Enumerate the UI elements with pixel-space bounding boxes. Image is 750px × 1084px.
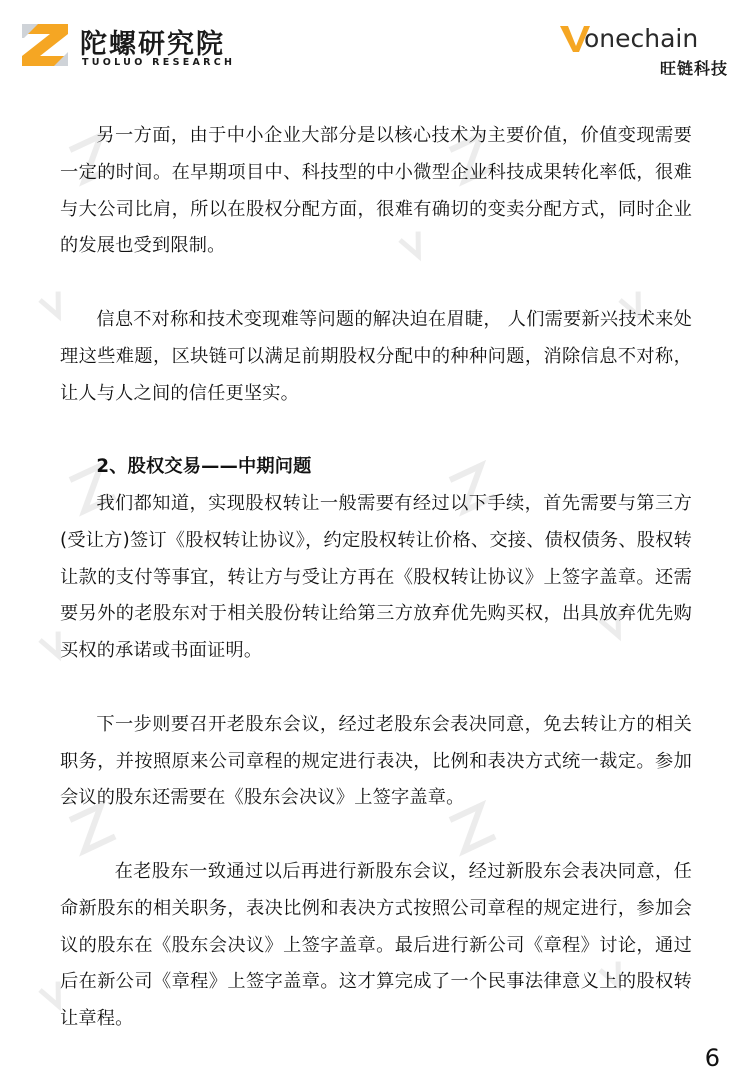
paragraph-gap xyxy=(60,670,692,707)
paragraph: 在老股东一致通过以后再进行新股东会议，经过新股东会表决同意，任命新股东的相关职务，表决比例和表决方式按照公司章程的规定进行，参加会议的股东在《股东会决议》上签字盖章。最后进行新公司《章程》讨论，通过后在新公司《章程》上签字盖章。这才算完成了一个民事法律意义上的股权转让章程。 xyxy=(60,860,692,1030)
z-logo-icon xyxy=(20,22,72,68)
paragraph-gap xyxy=(60,412,692,449)
section-heading: 2、股权交易——中期问题 xyxy=(96,456,312,478)
document-body xyxy=(60,118,692,1038)
paragraph: 我们都知道，实现股权转让一般需要有经过以下手续，首先需要与第三方(受让方)签订《股权转让协议》，约定股权转让价格、交接、债权债务、股权转让款的支付等事宜，转让方与受让方再在《股权转让协议》上签字盖章。还需要另外的老股东对于相关股份转让给第三方放弃优先购买权，出具放弃优先购买权的承诺或书面证明。 xyxy=(60,492,692,662)
page-number: 6 xyxy=(704,1044,720,1072)
paragraph: 另一方面，由于中小企业大部分是以核心技术为主要价值，价值变现需要一定的时间。在早期项目中、科技型的中小微型企业科技成果转化率低，很难与大公司比肩，所以在股权分配方面，很难有确切的变卖分配方式，同时企业的发展也受到限制。 xyxy=(60,125,692,257)
brand-name-cn: 旺链科技 xyxy=(659,59,728,78)
brand-name-en: onechain xyxy=(584,24,699,53)
paragraph: 信息不对称和技术变现难等问题的解决迫在眉睫， 人们需要新兴技术来处理这些难题，区块链可以满足前期股权分配中的种种问题，消除信息不对称，让人与人之间的信任更坚实。 xyxy=(60,308,692,404)
tuoluo-research-logo xyxy=(20,22,250,70)
paragraph: 下一步则要召开老股东会议，经过老股东会表决同意，免去转让方的相关职务，并按照原来公司章程的规定进行表决，比例和表决方式统一裁定。参加会议的股东还需要在《股东会决议》上签字盖章。 xyxy=(60,713,692,809)
vonechain-logo xyxy=(560,24,730,76)
page-header xyxy=(0,0,750,90)
logo-name-cn: 陀螺研究院 xyxy=(80,29,225,60)
logo-name-en: TUOLUO RESEARCH xyxy=(82,57,236,68)
paragraph-gap xyxy=(60,817,692,854)
paragraph-gap xyxy=(60,265,692,302)
